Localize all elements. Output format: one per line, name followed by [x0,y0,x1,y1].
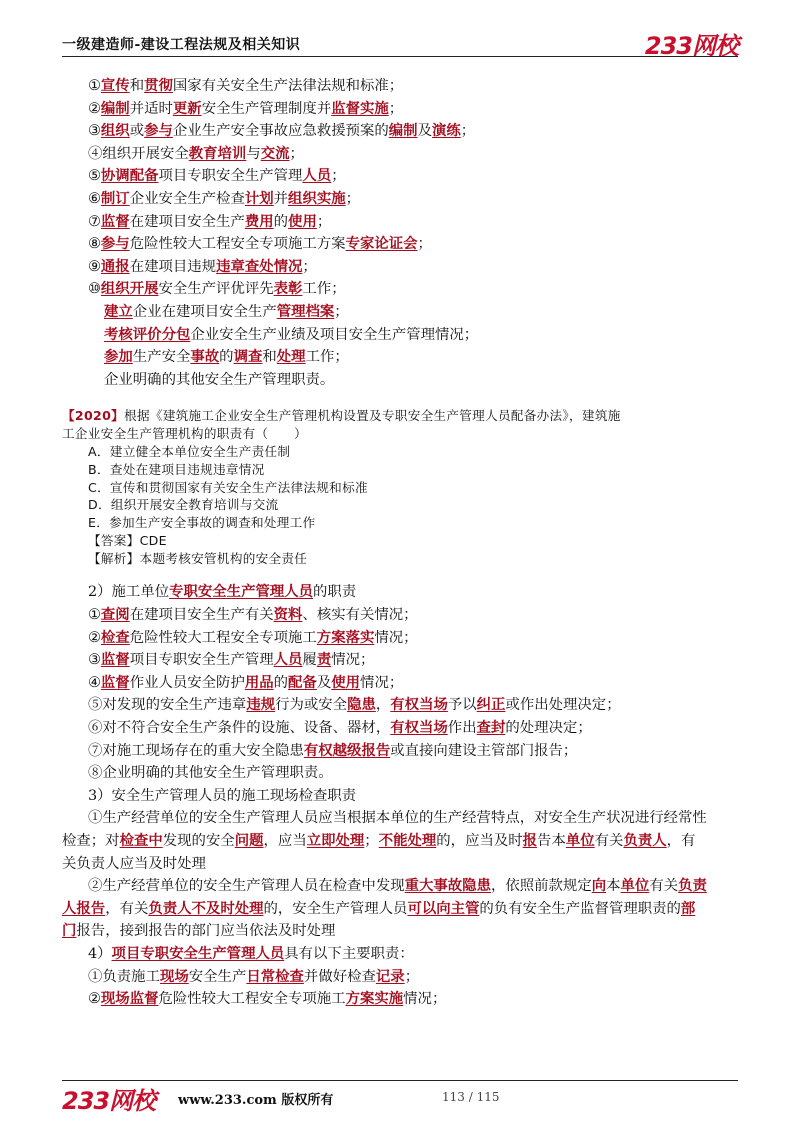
inspection-paragraph-1 [62,807,708,875]
text-segment: ②生产经营单位的安全生产管理人员在检查中发现 [88,878,405,895]
text-segment: ⑦ [88,213,101,230]
key-term: 现场 [159,967,189,985]
key-term: 违章查处情况 [216,257,303,275]
key-term: 配备 [288,673,317,691]
text-segment: 危险性较大工程安全专项施工 [158,991,346,1008]
text-segment: ； [316,213,332,230]
key-term: 记录 [375,967,405,985]
question-options [88,443,738,532]
text-segment: 有关 [649,878,679,895]
text-segment: 或 [129,123,145,140]
duty-item [88,740,738,763]
key-term: 责 [316,651,332,669]
key-term: 更新 [172,99,202,117]
text-segment: 危险性较大工程安全专项施工 [129,629,317,646]
section-officer-duties [88,604,738,785]
key-term: 参与 [144,122,173,140]
duty-item [88,75,738,98]
text-segment: 的负有安全生产监督管理职责的 [479,900,681,917]
text-segment: ； [345,190,361,207]
key-term: 监督 [100,212,130,230]
question-answer: 【答案】CDE [88,532,167,548]
key-term: 项目专职安全生产管理人员 [111,944,285,962]
duty-item [88,211,738,234]
key-term: 方案实施 [345,990,404,1008]
key-term: 组织 [100,122,130,140]
duty-item [104,346,738,369]
text-segment: 告本 [537,833,566,850]
text-segment: 企业生产安全事故应急救援预案的 [172,123,389,140]
text-segment: 予以 [447,697,477,714]
exam-question [62,407,738,567]
text-segment: 并适时 [129,100,173,117]
key-term: 报 [522,832,538,850]
key-term: 单位 [565,832,595,850]
text-segment: 或直接向建设主管部门报告； [390,742,578,759]
text-segment: 作出 [447,720,477,737]
key-term: 编制 [388,122,418,140]
text-segment: ① [88,607,101,624]
text-segment: 情况； [331,652,375,669]
key-term: 管理档案 [276,302,335,320]
key-term: 检查 [100,628,130,646]
text-segment: 在建项目违规 [129,258,217,275]
page-footer [62,1085,738,1115]
duty-item [104,301,738,324]
text-segment: 工作； [302,281,346,298]
key-term: 隐患 [347,696,376,714]
text-segment: 的，应当及时 [436,833,523,850]
key-term: 有权越级报告 [303,741,391,759]
text-segment: 的，安全生产管理人员 [263,900,408,917]
text-segment: 危险性较大工程安全专项施工方案 [129,236,346,253]
text-segment: ； [302,258,317,275]
text-segment: ② [88,100,101,117]
text-segment: 作业人员安全防护 [129,674,245,691]
key-term: 参与 [100,235,130,253]
duty-item [88,649,738,672]
duty-item [88,988,738,1011]
duty-item [88,98,738,121]
key-term: 查阅 [100,606,130,624]
key-term: 单位 [620,877,650,895]
footer-copyright: www.233.com 版权所有 [178,1093,334,1108]
text-segment: 企业在建项目安全生产 [132,303,277,320]
text-segment: ⑦对施工现场存在的重大安全隐患 [88,742,304,759]
key-term: 事故 [190,348,220,366]
text-segment: 工作； [305,349,349,366]
inspection-paragraph-2 [62,875,708,943]
key-term: 负责人不及时处理 [148,899,264,917]
key-term: 纠正 [476,696,506,714]
duty-item [88,717,738,740]
text-segment: 本 [606,878,621,895]
page-number: 113 / 115 [442,1090,500,1104]
question-option: A．建立健全本单位安全生产责任制 [88,443,291,459]
duty-item [88,966,738,989]
text-segment: ，有关 [105,900,149,917]
text-segment: 及 [417,123,432,140]
text-segment: 安全生产 [188,968,247,985]
text-segment: ，应当 [263,833,307,850]
text-segment: 与 [246,145,261,162]
key-term: 资料 [273,606,303,624]
key-term: 使用 [288,212,317,230]
text-segment: 企业安全生产业绩及项目安全生产管理情况； [190,326,479,343]
duty-item [88,604,738,627]
text-segment: 有关 [594,833,624,850]
key-term: 演练 [431,122,461,140]
text-segment: 企业安全生产检查 [129,190,245,207]
key-term: 贯彻 [144,77,173,94]
question-option: C．宣传和贯彻国家有关安全生产法律法规和标准 [88,479,368,495]
text-segment: 并 [273,190,289,207]
duty-item [88,165,738,188]
key-term: 人员 [302,167,332,185]
text-segment: ⑧ [88,236,101,253]
text-segment: ④ [88,674,101,691]
section-agency-duties-extra [88,301,738,391]
text-segment: 具有以下主要职责： [284,945,414,962]
key-term: 问题 [234,832,264,850]
footer-logo[interactable]: 233网校 [62,1087,156,1115]
key-term: 参加 [104,348,133,366]
text-segment: ； [460,123,476,140]
text-segment: 生产安全 [132,349,191,366]
text-segment: 及 [316,674,332,691]
key-term: 计划 [244,189,274,207]
text-segment: ； [388,100,404,117]
header-divider [62,56,738,57]
text-segment: ； [331,168,346,185]
key-term: 查封 [476,719,506,737]
key-term: 重大事故隐患 [404,877,491,895]
text-segment: 国家有关安全生产法律法规和标准； [172,78,404,94]
key-term: 部门 [62,899,696,940]
key-term: 日常检查 [246,967,304,985]
key-term: 有权当场 [390,696,448,714]
text-segment: ⑨ [88,258,101,275]
text-segment: 的职责 [313,584,357,601]
text-segment: 和 [262,349,277,366]
text-segment: ③ [88,652,101,669]
key-term: 考核评价分包 [104,325,191,343]
text-segment: ② [88,991,101,1008]
key-term: 专职安全生产管理人员 [169,583,314,601]
key-term: 组织开展 [100,280,159,298]
key-term: 用品 [244,673,274,691]
text-segment: ， [375,697,391,714]
key-term: 编制 [100,99,130,117]
key-term: 交流 [260,144,290,162]
text-segment: 的处理决定； [505,720,592,737]
key-term: 表彰 [273,280,303,298]
question-option: D．组织开展安全教育培训与交流 [88,497,279,513]
header-title: 一级建造师-建设工程法规及相关知识 [62,37,301,53]
duty-item [88,120,738,143]
section-project-officer-duties [88,966,738,1011]
key-term: 处理 [276,348,306,366]
key-term: 监督实施 [331,99,389,117]
key-term: 方案落实 [316,628,375,646]
text-segment: ； [364,833,379,850]
text-segment: ⑤ [88,168,101,185]
text-segment: 情况； [374,629,418,646]
key-term: 立即处理 [306,832,365,850]
question-analysis: 【解析】本题考核安管机构的安全责任 [88,550,308,566]
text-segment: ； [417,236,432,253]
duty-item [88,188,738,211]
key-term: 可以向主管 [407,899,480,917]
text-segment: 安全生产评优评先 [158,281,274,298]
key-term: 监督 [100,673,130,691]
key-term: 不能处理 [378,832,437,850]
section-project-officer-title [88,943,738,966]
document-body [62,75,738,1011]
text-segment: 发现的安全 [162,833,235,850]
key-term: 检查中 [119,832,163,850]
duty-item [104,324,738,347]
text-segment: 的 [273,674,289,691]
text-segment: ，有关负责人应当及时处理 [62,833,696,872]
section-officer-duties-title [88,581,738,604]
duty-item [88,762,738,785]
text-segment: 并做好检查 [303,968,376,985]
text-segment: ⑩ [88,281,101,298]
text-segment: ② [88,629,101,646]
text-segment: 2）施工单位 [88,584,170,601]
text-segment: 的 [219,349,234,366]
key-term: 专家论证会 [345,235,418,253]
text-segment: 的 [273,213,289,230]
question-year-tag: 【2020】 [62,408,125,424]
question-stem-line1: 【2020】根据《建筑施工企业安全生产管理机构设置及专职安全生产管理人员配备办法》，建筑施 [62,408,621,424]
question-option: B．查处在建项目违规违章情况 [88,461,265,477]
text-segment: 企业明确的其他安全生产管理职责。 [104,371,335,388]
key-term: 人员 [273,651,303,669]
text-segment: ； [334,303,349,320]
text-segment: 在建项目安全生产 [129,213,245,230]
text-segment: ⑥ [88,190,101,207]
page-header [62,34,738,64]
key-term: 费用 [244,212,274,230]
key-term: 调查 [233,348,263,366]
text-segment: 情况； [360,674,404,691]
key-term: 通报 [100,257,130,275]
text-segment: ③ [88,123,101,140]
text-segment: 报告，接到报告的部门应当依法及时处理 [76,923,336,940]
text-segment: 情况； [403,991,447,1008]
duty-item [88,233,738,256]
text-segment: ①生产经营单位的安全生产管理人员应当根据本单位的生产经营特点，对安全生产状况进行经常性检查；对 [62,810,707,850]
text-segment: 项目专职安全生产管理 [129,652,274,669]
text-segment: ④组织开展安全 [88,145,189,162]
key-term: 制订 [100,189,130,207]
text-segment: ⑤对发现的安全生产违章 [88,697,247,714]
duty-item [88,672,738,695]
key-term: 现场监督 [100,990,159,1008]
brand-logo[interactable]: 233网校 [644,32,738,60]
section-inspection-title: 3）安全生产管理人员的施工现场检查职责 [88,787,357,804]
duty-item [88,694,738,717]
duty-item [88,278,738,301]
duty-item [88,143,738,166]
key-term: 协调配备 [100,167,159,185]
key-term: 教育培训 [188,144,247,162]
key-term: 违规 [246,696,276,714]
text-segment: 安全生产管理制度并 [201,100,332,117]
duty-item [88,627,738,650]
key-term: 使用 [331,673,361,691]
text-segment: ①负责施工 [88,968,160,985]
duty-item [88,256,738,279]
key-term: 负责人报告 [62,877,707,917]
question-option: E．参加生产安全事故的调查和处理工作 [88,515,316,531]
question-stem-line2: 工企业安全生产管理机构的职责有（ ） [62,426,307,442]
text-segment: 或作出处理决定； [505,697,621,714]
key-term: 负责人 [623,832,667,850]
text-segment: 、核实有关情况； [302,607,418,624]
text-segment: ，依照前款规定 [490,878,592,895]
text-segment: 履 [302,652,317,669]
text-segment: 4） [88,945,112,962]
text-segment: 行为或安全 [275,697,348,714]
text-segment: ⑧企业明确的其他安全生产管理职责。 [88,765,333,782]
section-agency-duties [88,75,738,301]
key-term: 监督 [100,651,130,669]
text-segment: ； [289,145,304,162]
text-segment: ① [88,78,101,94]
text-segment: 在建项目安全生产有关 [129,607,274,624]
text-segment: ； [404,968,420,985]
duty-item [104,369,738,392]
footer-divider [62,1080,738,1081]
key-term: 组织实施 [288,189,346,207]
text-segment: 和 [129,78,145,94]
text-segment: ⑥对不符合安全生产条件的设施、设备、器材， [88,720,391,737]
text-segment: 项目专职安全生产管理 [158,168,303,185]
key-term: 有权当场 [390,719,448,737]
key-term: 宣传 [100,77,130,94]
key-term: 建立 [104,302,133,320]
key-term: 向 [591,877,607,895]
